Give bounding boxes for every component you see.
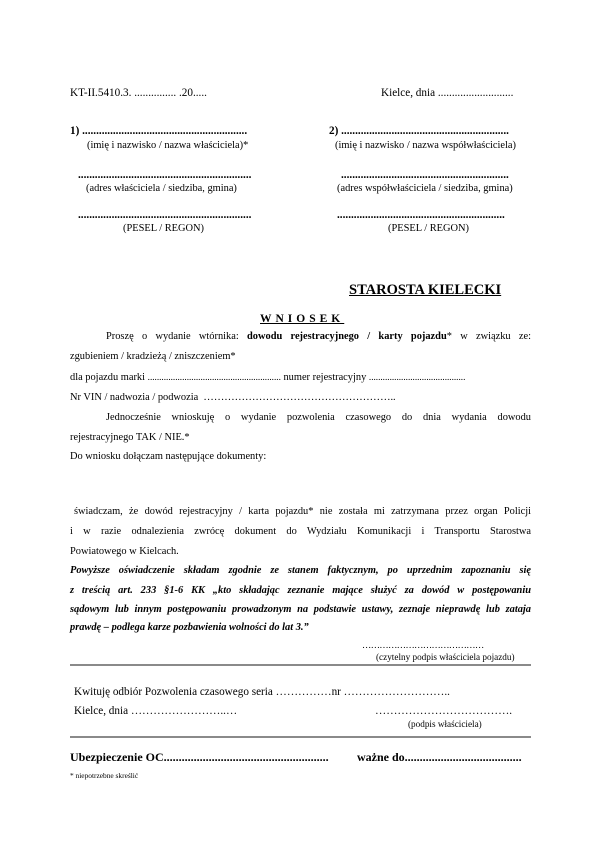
vin-line bbox=[70, 392, 396, 403]
temp-permit-line1: Jednocześnie wnioskuję o wydanie pozwolenia czasowego do dnia wydania dowodu bbox=[106, 412, 531, 423]
legal-line2: z treścią art. 233 §1-6 KK „kto składając zeznanie mające służyć za dowód w postępowaniu bbox=[70, 585, 531, 596]
addressee: STAROSTA KIELECKI bbox=[349, 282, 502, 298]
case-number: KT-II.5410.3. ............... .20..... bbox=[70, 87, 207, 99]
registration-label: numer rejestracyjny bbox=[283, 372, 367, 383]
declaration-line1: świadczam, że dowód rejestracyjny / karta pojazdu* nie została mi zatrzymana przez organ Policji bbox=[74, 506, 531, 517]
receipt-signature-field[interactable]: ………………………………. bbox=[375, 705, 513, 717]
owner2-address-label: (adres współwłaściciela / siedziba, gmina) bbox=[337, 183, 513, 194]
legal-line1: Powyższe oświadczenie składam zgodnie ze stanem faktycznym, po uprzednim zapoznaniu się bbox=[70, 565, 531, 576]
owner2-pesel-field[interactable]: ............................................................ bbox=[337, 209, 505, 221]
owner2-address-field[interactable]: ............................................................ bbox=[341, 169, 509, 181]
insurance-valid-until-field[interactable]: ważne do....................................... bbox=[357, 750, 522, 764]
receipt-line: Kwituję odbiór Pozwolenia czasowego seria ……………nr ……………………….. bbox=[74, 686, 450, 698]
declaration-line2: i w razie odnalezienia zwrócę dokument do Wydziału Komunikacji i Transportu Starostwa bbox=[70, 526, 531, 537]
request-document-type: dowodu rejestracyjnego / karty pojazdu bbox=[247, 331, 447, 342]
owner-signature-label: (czytelny podpis właściciela pojazdu) bbox=[376, 652, 515, 662]
temp-permit-line2: rejestracyjnego TAK / NIE.* bbox=[70, 432, 190, 443]
owner1-address-label: (adres właściciela / siedziba, gmina) bbox=[86, 183, 237, 194]
owner1-pesel-field[interactable]: .............................................................. bbox=[78, 209, 252, 221]
divider bbox=[70, 736, 531, 738]
owner2-name-field[interactable]: 2) ............................................................ bbox=[329, 125, 509, 137]
receipt-signature-label: (podpis właściciela) bbox=[408, 719, 482, 729]
registration-field[interactable]: .......................................... bbox=[368, 372, 466, 382]
owner1-name-field[interactable]: 1) ........................................................... bbox=[70, 125, 248, 137]
receipt-place-date: Kielce, dnia ……………………..… bbox=[74, 705, 238, 717]
vin-field[interactable]: ……………………………………………….. bbox=[203, 392, 396, 403]
legal-line4: prawdę – podlega karze pozbawienia wolności do lat 3.” bbox=[70, 622, 309, 633]
owner2-pesel-label: (PESEL / REGON) bbox=[388, 223, 470, 234]
place-date: Kielce, dnia ........................... bbox=[381, 87, 514, 99]
owner1-address-field[interactable]: .............................................................. bbox=[78, 169, 252, 181]
declaration-line3: Powiatowego w Kielcach. bbox=[70, 546, 179, 557]
request-paragraph bbox=[70, 331, 531, 342]
vehicle-line bbox=[70, 372, 465, 383]
owner1-pesel-label: (PESEL / REGON) bbox=[123, 223, 205, 234]
request-intro: Proszę o wydanie wtórnika: bbox=[106, 331, 239, 342]
owner2-name-label: (imię i nazwisko / nazwa współwłaściciela) bbox=[335, 140, 516, 151]
request-reason: zgubieniem / kradzieżą / zniszczeniem* bbox=[70, 351, 236, 362]
form-title: WNIOSEK bbox=[260, 313, 345, 325]
owner-signature-field[interactable]: …………………………………… bbox=[362, 640, 484, 650]
divider bbox=[70, 664, 531, 666]
footnote: * niepotrzebne skreślić bbox=[70, 771, 139, 780]
vehicle-brand-field[interactable]: .......................................................... bbox=[147, 372, 281, 382]
insurance-oc-field[interactable]: Ubezpieczenie OC....................................................... bbox=[70, 750, 329, 764]
request-rest: * w związku ze: bbox=[446, 331, 531, 342]
legal-line3: sądowym lub innym postępowaniu prowadzonym na podstawie ustawy, zeznaje nieprawdę lub zataja bbox=[70, 604, 531, 615]
owner1-name-label: (imię i nazwisko / nazwa właściciela)* bbox=[87, 140, 249, 151]
attachments-label: Do wniosku dołączam następujące dokumenty: bbox=[70, 451, 267, 462]
vin-label: Nr VIN / nadwozia / podwozia bbox=[70, 392, 199, 403]
vehicle-brand-label: dla pojazdu marki bbox=[70, 372, 146, 383]
